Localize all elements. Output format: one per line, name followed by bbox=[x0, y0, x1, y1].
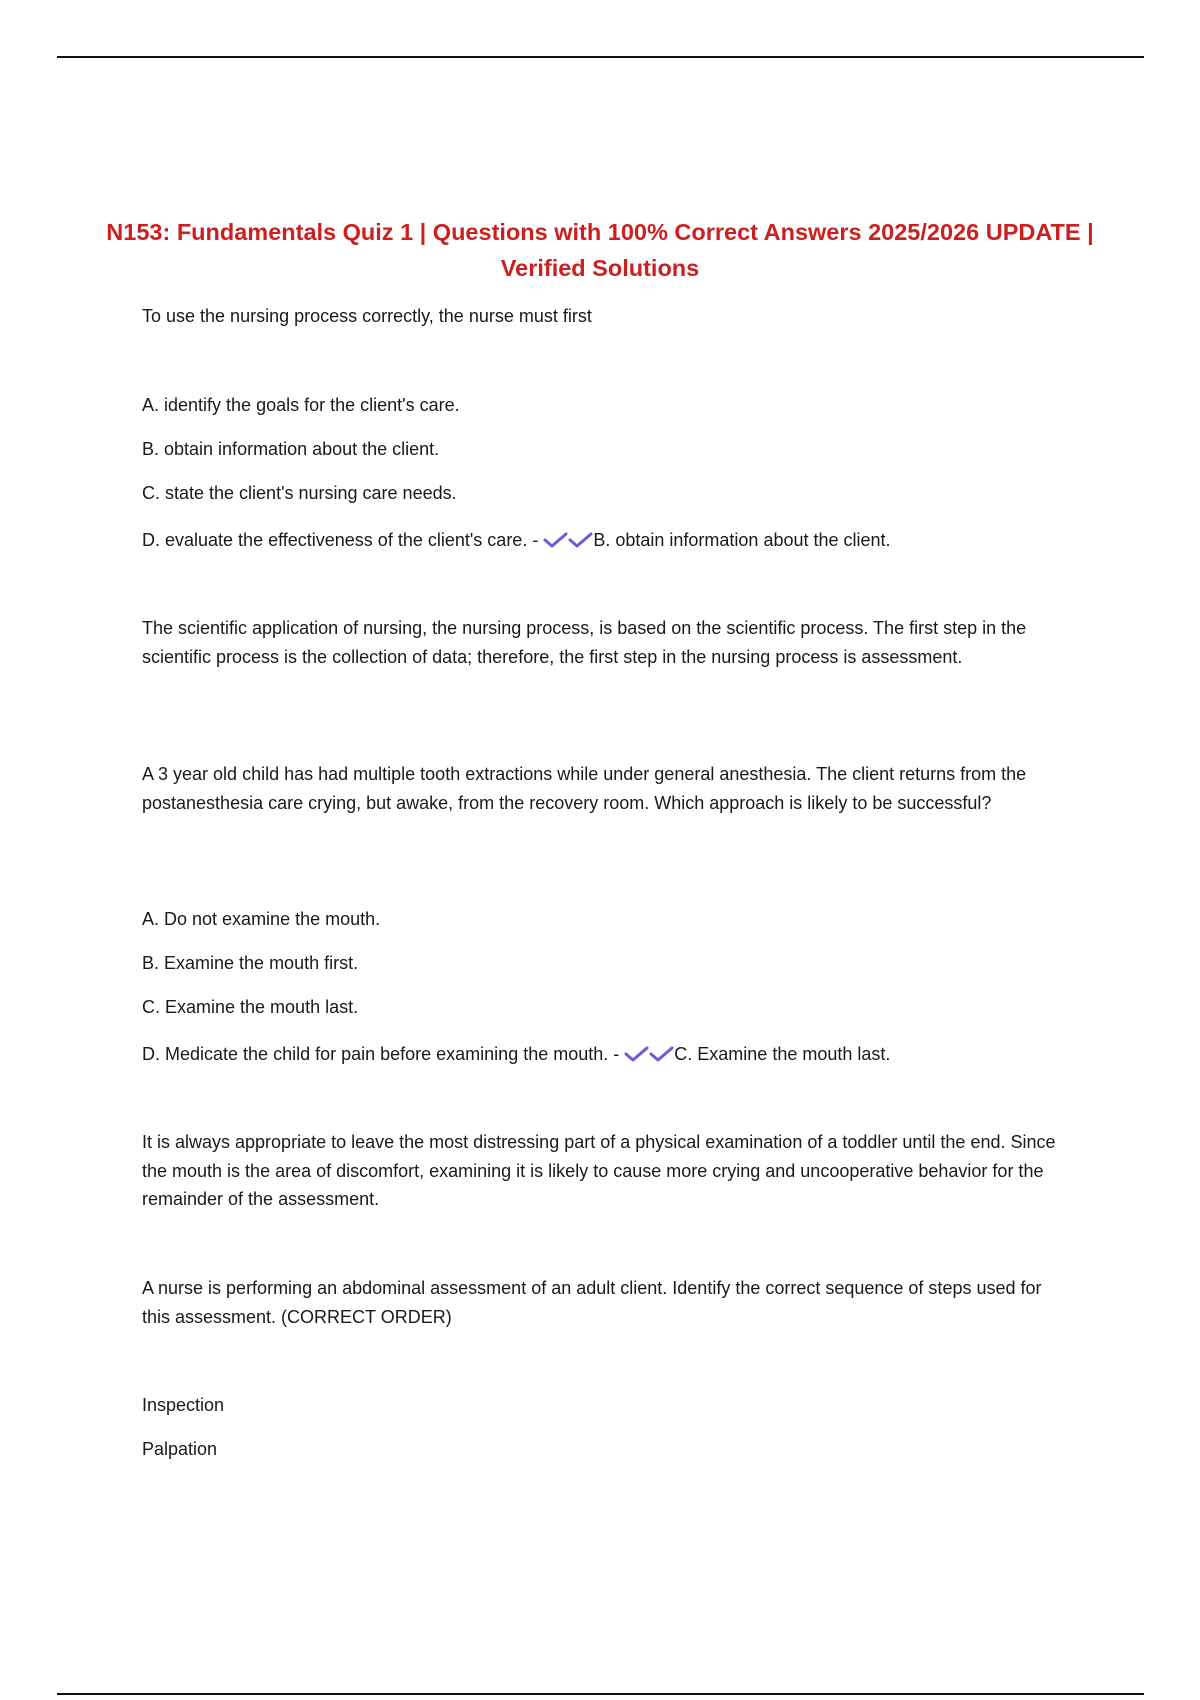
question-3-text: A nurse is performing an abdominal assessment of an adult client. Identify the correct sequence of steps used for this assessment. (CORRECT ORDER) bbox=[142, 1278, 1042, 1327]
document-title: N153: Fundamentals Quiz 1 | Questions with 100% Correct Answers 2025/2026 UPDATE | Verified Solutions bbox=[106, 219, 1094, 281]
bottom-rule bbox=[57, 1693, 1144, 1695]
check-icon bbox=[568, 532, 593, 548]
q2-option-d: D. Medicate the child for pain before examining the mouth. - bbox=[142, 1044, 620, 1064]
check-icon bbox=[649, 1046, 674, 1062]
q2-option-d-answer-line bbox=[142, 1042, 890, 1066]
check-icon bbox=[543, 532, 568, 548]
q2-option-c: C. Examine the mouth last. bbox=[142, 997, 359, 1017]
q2-option-b: B. Examine the mouth first. bbox=[142, 953, 359, 973]
question-1-text: To use the nursing process correctly, the nurse must first bbox=[142, 306, 592, 326]
q1-option-d-answer-line bbox=[142, 528, 891, 552]
q3-step-2: Palpation bbox=[142, 1439, 218, 1459]
q2-answer: C. Examine the mouth last. bbox=[674, 1044, 891, 1064]
q1-option-b: B. obtain information about the client. bbox=[142, 439, 440, 459]
q1-option-a: A. identify the goals for the client's care. bbox=[142, 395, 460, 415]
check-icon bbox=[624, 1046, 649, 1062]
q1-answer: B. obtain information about the client. bbox=[593, 530, 891, 550]
q1-option-d: D. evaluate the effectiveness of the client's care. - bbox=[142, 530, 539, 550]
q2-option-a: A. Do not examine the mouth. bbox=[142, 909, 381, 929]
q1-rationale: The scientific application of nursing, the nursing process, is based on the scientific process. The first step in the scientific process is the collection of data; therefore, the first step in the nursing process is assessment. bbox=[142, 618, 1027, 667]
q1-option-c: C. state the client's nursing care needs. bbox=[142, 483, 457, 503]
top-rule bbox=[57, 56, 1144, 58]
question-2-text: A 3 year old child has had multiple tooth extractions while under general anesthesia. The client returns from the postanesthesia care crying, but awake, from the recovery room. Which approach is likely to be successful? bbox=[142, 764, 1027, 813]
q3-step-1: Inspection bbox=[142, 1395, 225, 1415]
q2-rationale: It is always appropriate to leave the most distressing part of a physical examination of a toddler until the end. Since the mouth is the area of discomfort, examining it is likely to cause more crying and uncooperative behavior for the remainder of the assessment. bbox=[142, 1132, 1056, 1209]
